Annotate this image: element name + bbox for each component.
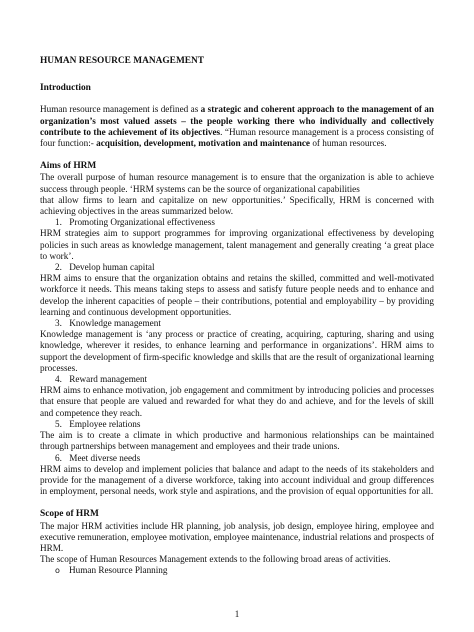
scope-bullet-text: Human Resource Planning bbox=[69, 565, 168, 576]
scope-paragraph-1: The major HRM activities include HR planning, job analysis, job design, employee hiring, employee and executive remuneration, employee motivation, employee maintenance, industrial relations and prospects of HRM. bbox=[40, 520, 434, 553]
aims-item-label bbox=[40, 262, 434, 273]
aims-item-text: HRM strategies aim to support programmes for improving organizational effectiveness by developing policies in such areas as knowledge management, talent management and generally creating ‘a great place to work’. bbox=[40, 228, 434, 261]
document-title: HUMAN RESOURCE MANAGEMENT bbox=[40, 56, 205, 66]
aims-list bbox=[40, 217, 434, 497]
aims-item-title: Develop human capital bbox=[69, 262, 155, 273]
aims-heading: Aims of HRM bbox=[40, 161, 97, 172]
aims-item-number: 4. bbox=[55, 374, 62, 385]
aims-item-number: 2. bbox=[55, 262, 62, 273]
aims-item-title: Employee relations bbox=[69, 418, 141, 429]
aims-item-text: HRM aims to develop and implement policies that balance and adapt to the needs of its stakeholders and provide for the management of a diverse workforce, taking into account individual and group differences in employment, personal needs, work style and aspirations, and the provision of equal opportunities for all. bbox=[40, 463, 434, 497]
intro-text-1: Human resource management is defined as bbox=[40, 104, 201, 115]
aims-item-text: Knowledge management is ‘any process or practice of creating, acquiring, capturing, sharing and using knowledge, wherever it resides, to enhance learning and performance in organizations’. HRM aims to support the development of firm-specific knowledge and skills that are the result of organizational learning processes. bbox=[40, 329, 434, 373]
introduction-paragraph bbox=[40, 104, 434, 149]
page-number: 1 bbox=[234, 609, 240, 619]
aims-item-label bbox=[40, 318, 434, 329]
aims-paragraph-1: The overall purpose of human resource management is to ensure that the organization is able to achieve success through people. ‘HRM systems can be the source of organizational capabilities bbox=[40, 172, 434, 194]
aims-item-number: 5. bbox=[55, 418, 62, 429]
aims-item-number: 3. bbox=[55, 318, 62, 329]
aims-item-title: Promoting Organizational effectiveness bbox=[69, 217, 215, 228]
introduction-heading: Introduction bbox=[40, 83, 91, 94]
aims-paragraph-2: that allow firms to learn and capitalize on new opportunities.’ Specifically, HRM is concerned with achieving objectives in the areas summarized below. bbox=[40, 194, 434, 217]
aims-item-title: Reward management bbox=[69, 374, 148, 385]
aims-item-text: HRM aims to enhance motivation, job engagement and commitment by introducing policies and processes that ensure that people are valued and rewarded for what they do and achieve, and for the levels of skill and competence they reach. bbox=[40, 385, 434, 418]
scope-bullet-item bbox=[40, 565, 434, 576]
intro-text-3: . “Human resource management is a process consisting of four function:- bbox=[40, 126, 434, 149]
aims-item-title: Knowledge management bbox=[69, 318, 161, 329]
intro-definition-bold: a strategic and coherent approach to the management of an organization’s most valued assets – the people working there who individually and collectively contribute to the achievement of its objectives bbox=[40, 104, 434, 137]
aims-item-label bbox=[40, 419, 434, 430]
scope-heading: Scope of HRM bbox=[40, 509, 99, 520]
aims-item-label bbox=[40, 374, 434, 385]
aims-item-text: The aim is to create a climate in which productive and harmonious relationships can be maintained through partnerships between management and employees and their trade unions. bbox=[40, 430, 434, 452]
intro-functions-bold: acquisition, development, motivation and maintenance bbox=[96, 138, 311, 149]
aims-item-text: HRM aims to ensure that the organization obtains and retains the skilled, committed and well-motivated workforce it needs. This means taking steps to assess and satisfy future people needs and to enhance and develop the inherent capacities of people – their contributions, potential and employability – by providing learning and continuous development opportunities. bbox=[40, 273, 434, 317]
aims-item-label bbox=[40, 453, 434, 464]
aims-item-title: Meet diverse needs bbox=[69, 452, 141, 463]
intro-text-5: of human resources. bbox=[310, 138, 387, 149]
aims-item-label bbox=[40, 217, 434, 228]
aims-item-number: 6. bbox=[55, 452, 62, 463]
bullet-marker: o bbox=[55, 566, 60, 576]
scope-paragraph-2: The scope of Human Resources Management extends to the following broad areas of activities. bbox=[40, 554, 391, 565]
aims-item-number: 1. bbox=[55, 217, 62, 228]
